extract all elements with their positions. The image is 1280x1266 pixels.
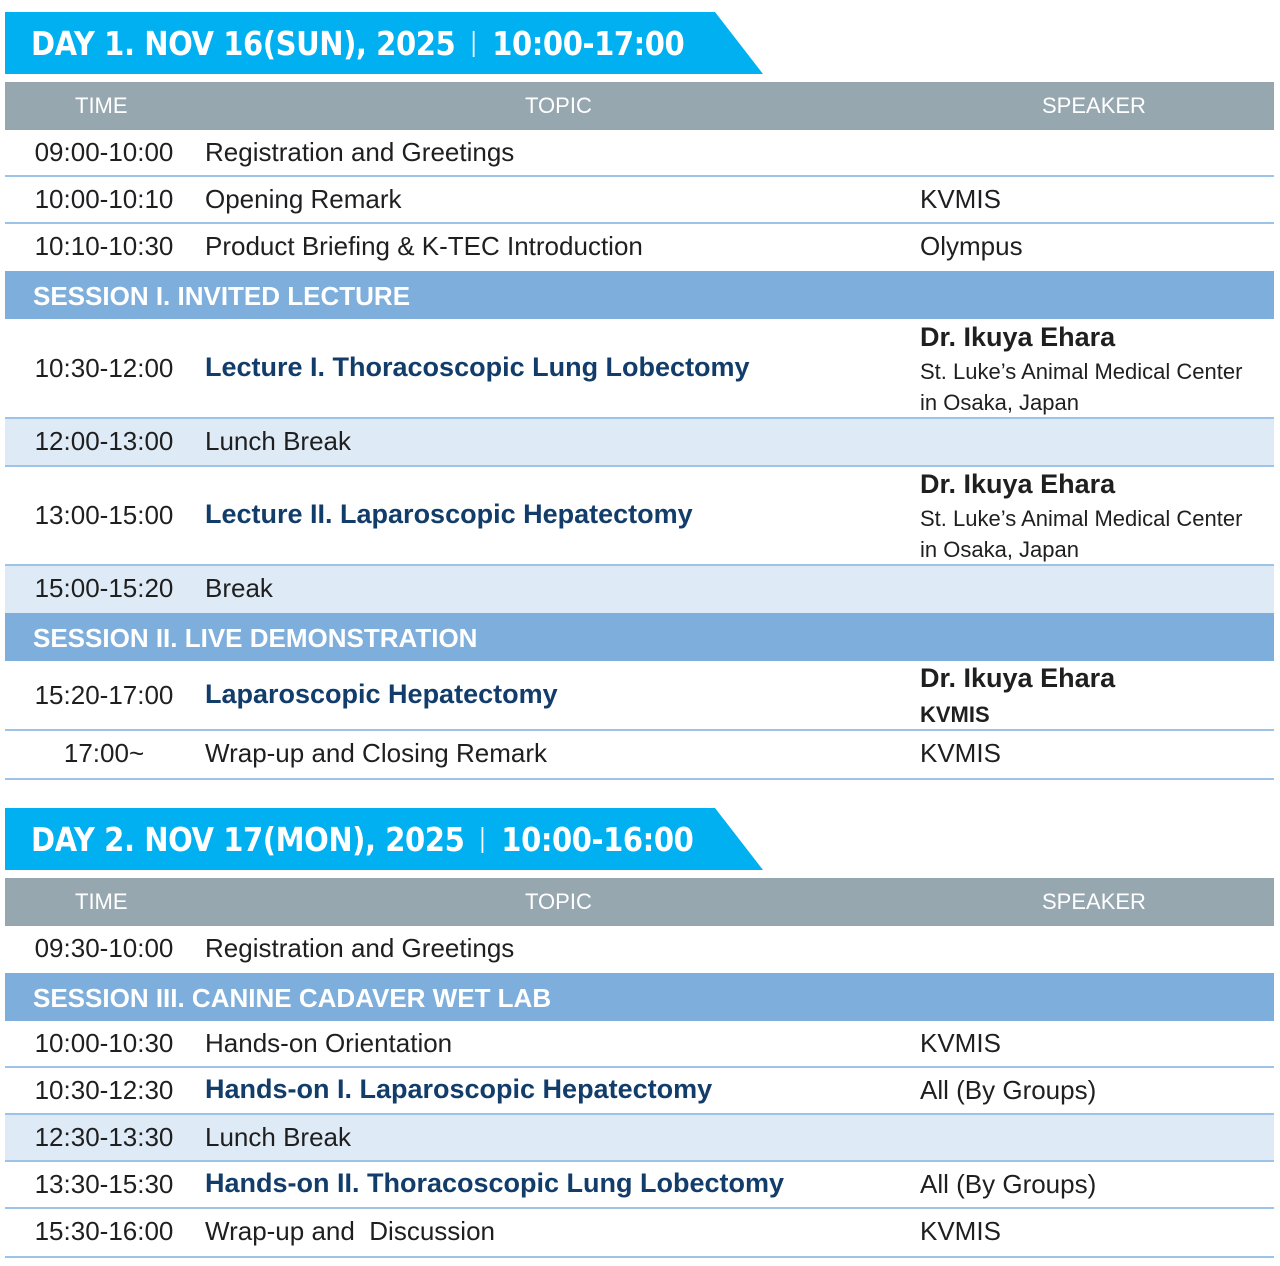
row-speaker: KVMIS xyxy=(920,1028,1001,1058)
row-time: 09:30-10:00 xyxy=(34,933,174,963)
header-topic: TOPIC xyxy=(525,889,592,914)
table-row xyxy=(5,926,1274,973)
table-row xyxy=(5,1209,1274,1256)
speaker-name: Dr. Ikuya Ehara xyxy=(920,663,1116,693)
speaker-name: Dr. Ikuya Ehara xyxy=(920,469,1116,499)
row-time: 09:00-10:00 xyxy=(34,137,174,167)
day1-banner-text xyxy=(31,12,684,74)
table-row xyxy=(5,1162,1274,1209)
row-speaker: KVMIS xyxy=(920,738,1001,768)
header-time: TIME xyxy=(75,93,128,118)
speaker-affiliation: St. Luke’s Animal Medical Center xyxy=(920,506,1243,531)
row-topic: Lecture I. Thoracoscopic Lung Lobectomy xyxy=(205,352,750,382)
header-speaker: SPEAKER xyxy=(1042,889,1146,914)
speaker-location: in Osaka, Japan xyxy=(920,537,1079,562)
table-row xyxy=(5,1115,1274,1162)
header-topic: TOPIC xyxy=(525,93,592,118)
day2-banner-text xyxy=(31,808,693,870)
speaker-affiliation: St. Luke’s Animal Medical Center xyxy=(920,359,1243,384)
day2-schedule-table xyxy=(5,878,1274,1258)
row-speaker: KVMIS xyxy=(920,1216,1001,1246)
row-topic: Registration and Greetings xyxy=(205,137,515,167)
row-time: 10:30-12:30 xyxy=(34,1075,174,1105)
header-speaker: SPEAKER xyxy=(1042,93,1146,118)
table-row xyxy=(5,467,1274,566)
row-topic: Break xyxy=(205,573,273,603)
table-row xyxy=(5,731,1274,778)
speaker-location: in Osaka, Japan xyxy=(920,390,1079,415)
row-speaker: KVMIS xyxy=(920,184,1001,214)
row-topic: Hands-on II. Thoracoscopic Lung Lobectomy xyxy=(205,1168,785,1198)
table-bottom-rule xyxy=(5,778,1274,780)
row-time: 10:10-10:30 xyxy=(34,231,174,261)
table-header xyxy=(5,878,1274,926)
table-row xyxy=(5,224,1274,271)
row-speaker: Olympus xyxy=(920,231,1023,261)
row-time: 13:30-15:30 xyxy=(34,1169,174,1199)
row-topic: Hands-on I. Laparoscopic Hepatectomy xyxy=(205,1074,713,1104)
day2-banner xyxy=(5,808,763,870)
table-bottom-rule xyxy=(5,1256,1274,1258)
row-topic: Product Briefing & K-TEC Introduction xyxy=(205,231,643,261)
banner-separator xyxy=(473,31,475,57)
session-heading: SESSION II. LIVE DEMONSTRATION xyxy=(5,613,1274,661)
row-speaker: All (By Groups) xyxy=(920,1169,1097,1199)
row-topic: Hands-on Orientation xyxy=(205,1028,453,1058)
day1-hours: 10:00-17:00 xyxy=(492,24,685,63)
table-row xyxy=(5,1068,1274,1115)
row-topic: Lecture II. Laparoscopic Hepatectomy xyxy=(205,499,693,529)
row-speaker: All (By Groups) xyxy=(920,1075,1097,1105)
row-topic: Lunch Break xyxy=(205,426,351,456)
banner-separator xyxy=(482,827,484,853)
table-row xyxy=(5,419,1274,467)
row-time: 12:00-13:00 xyxy=(34,426,174,456)
speaker-organization: KVMIS xyxy=(920,702,990,727)
row-time: 12:30-13:30 xyxy=(34,1122,174,1152)
day2-hours: 10:00-16:00 xyxy=(501,820,694,859)
row-time: 17:00~ xyxy=(63,738,145,768)
table-row xyxy=(5,661,1274,731)
session-heading: SESSION I. INVITED LECTURE xyxy=(5,271,1274,319)
row-topic: Wrap-up and Closing Remark xyxy=(205,738,547,768)
day1-title: DAY 1. NOV 16(SUN), 2025 xyxy=(31,24,456,63)
table-row xyxy=(5,177,1274,224)
row-time: 10:00-10:10 xyxy=(34,184,174,214)
row-time: 10:00-10:30 xyxy=(34,1028,174,1058)
header-time: TIME xyxy=(75,889,128,914)
table-header xyxy=(5,82,1274,130)
row-time: 15:00-15:20 xyxy=(34,573,174,603)
day1-schedule-table xyxy=(5,82,1274,780)
row-topic: Wrap-up and Discussion xyxy=(205,1216,495,1246)
day2-title: DAY 2. NOV 17(MON), 2025 xyxy=(31,820,465,859)
row-time: 10:30-12:00 xyxy=(34,353,174,383)
table-row xyxy=(5,1021,1274,1068)
table-row xyxy=(5,319,1274,419)
day1-banner xyxy=(5,12,763,74)
row-topic: Registration and Greetings xyxy=(205,933,515,963)
table-row xyxy=(5,566,1274,613)
row-time: 13:00-15:00 xyxy=(34,500,174,530)
row-time: 15:20-17:00 xyxy=(34,680,174,710)
table-row xyxy=(5,130,1274,177)
row-time: 15:30-16:00 xyxy=(34,1216,174,1246)
row-topic: Opening Remark xyxy=(205,184,402,214)
session-heading: SESSION III. CANINE CADAVER WET LAB xyxy=(5,973,1274,1021)
speaker-name: Dr. Ikuya Ehara xyxy=(920,322,1116,352)
row-topic: Laparoscopic Hepatectomy xyxy=(205,679,558,709)
row-topic: Lunch Break xyxy=(205,1122,351,1152)
